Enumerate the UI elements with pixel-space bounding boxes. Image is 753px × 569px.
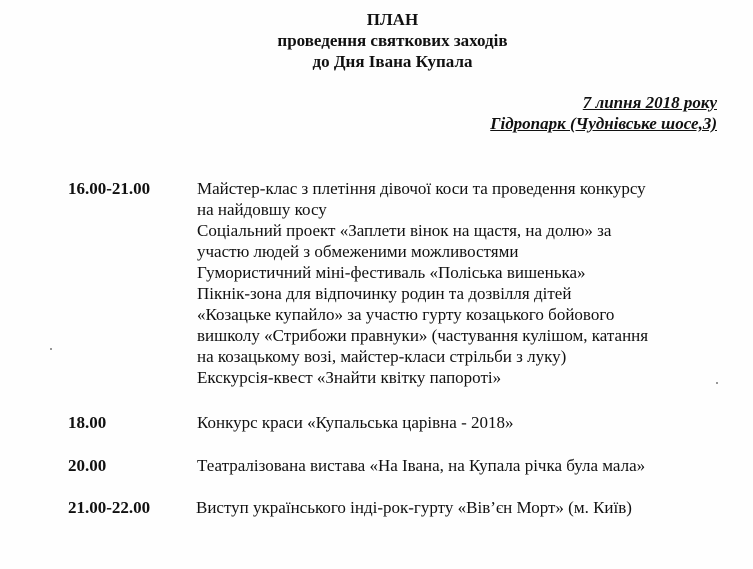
schedule-line: на козацькому возі, майстер-класи стрільби з луку) — [197, 347, 567, 366]
scan-speck — [716, 382, 718, 384]
schedule-description — [197, 455, 717, 476]
schedule-time: 20.00 — [68, 456, 107, 475]
scan-speck — [50, 348, 52, 350]
document-subtitle-occasion: до Дня Івана Купала — [312, 52, 473, 71]
schedule-time: 21.00-22.00 — [68, 498, 151, 517]
schedule-line: «Козацьке купайло» за участю гурту козацького бойового — [197, 305, 615, 324]
schedule-line: Конкурс краси «Купальська царівна - 2018» — [197, 413, 514, 432]
event-location: Гідропарк (Чуднівське шосе,3) — [490, 114, 717, 133]
document-subtitle: проведення святкових заходів — [277, 31, 508, 50]
schedule-description — [196, 497, 716, 518]
schedule-line: на найдовшу косу — [197, 200, 327, 219]
schedule-line: Пікнік-зона для відпочинку родин та дозвілля дітей — [197, 284, 572, 303]
schedule-line: Екскурсія-квест «Знайти квітку папороті» — [197, 368, 502, 387]
schedule-line: вишколу «Стрибожи правнуки» (частування кулішом, катання — [197, 326, 649, 345]
schedule-line: Гумористичний міні-фестиваль «Поліська вишенька» — [197, 263, 586, 282]
schedule-line: Театралізована вистава «На Івана, на Купала річка була мала» — [197, 456, 646, 475]
schedule-line: Соціальний проект «Заплети вінок на щастя, на долю» за — [197, 221, 612, 240]
schedule-description — [197, 178, 717, 388]
event-date: 7 липня 2018 року — [582, 93, 717, 112]
schedule-line: Майстер-клас з плетіння дівочої коси та проведення конкурсу — [197, 179, 646, 198]
document-title: ПЛАН — [366, 10, 419, 29]
schedule-description — [197, 412, 717, 433]
schedule-line: Виступ українського інді-рок-гурту «Вів’єн Морт» (м. Київ) — [196, 498, 632, 517]
schedule-line: участю людей з обмеженими можливостями — [197, 242, 519, 261]
schedule-time: 16.00-21.00 — [68, 179, 151, 198]
schedule-time: 18.00 — [68, 413, 107, 432]
